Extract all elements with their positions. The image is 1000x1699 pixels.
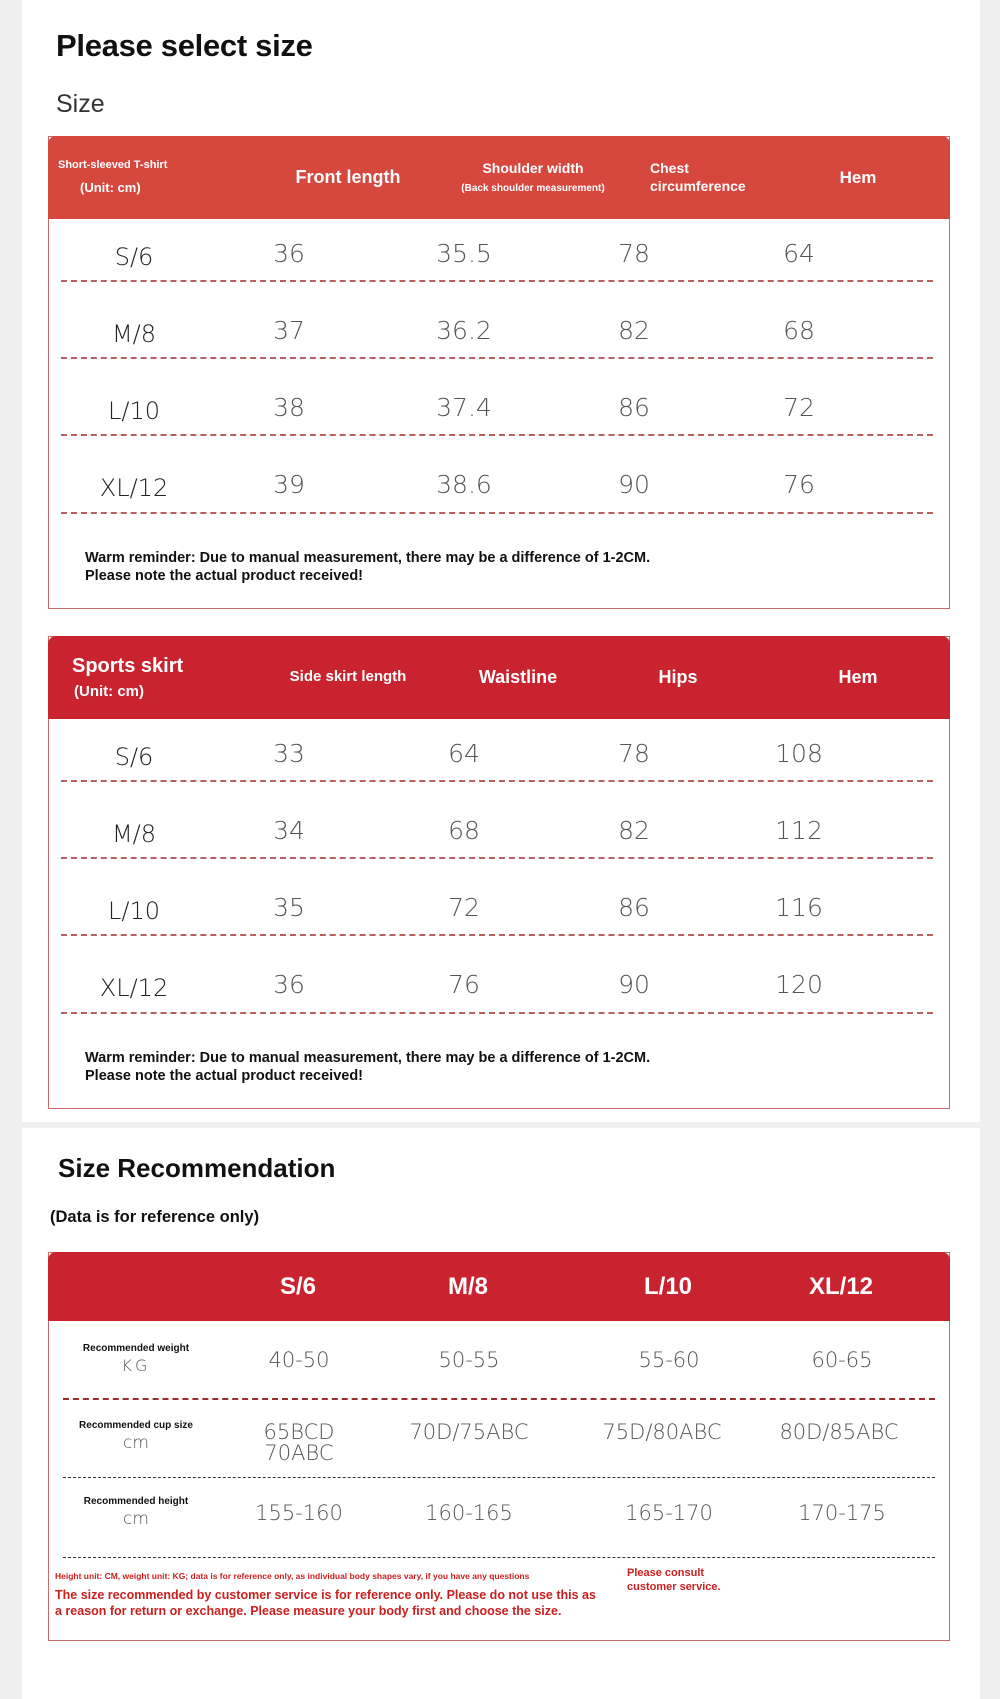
measurement-cell: 82 — [618, 816, 650, 845]
row-divider — [61, 780, 933, 782]
rec-value: 50-55 — [438, 1348, 500, 1372]
measurement-cell: 64 — [448, 739, 480, 768]
measurement-cell: 37 — [273, 316, 305, 345]
page-title: Please select size — [56, 28, 313, 63]
measurement-cell: 78 — [618, 239, 650, 268]
rec-value: 80D/85ABC — [779, 1420, 899, 1444]
measurement-cell: 116 — [775, 893, 823, 922]
measurement-cell: 68 — [783, 316, 815, 345]
size-chart-panel — [22, 0, 980, 1122]
col-header-shoulder-width: Shoulder width (Back shoulder measurement) — [461, 160, 605, 194]
size-cell: M/8 — [111, 819, 157, 848]
rec-size-header: XL/12 — [808, 1272, 874, 1300]
section-subtitle: Size — [56, 90, 105, 118]
measurement-cell: 33 — [273, 739, 305, 768]
rec-value: 60-65 — [811, 1348, 873, 1372]
fine-print-consult: Please consult customer service. — [627, 1567, 721, 1593]
rec-value: 70D/75ABC — [409, 1420, 529, 1444]
recommendation-title: Size Recommendation — [58, 1153, 336, 1183]
rec-value: 170-175 — [798, 1501, 886, 1525]
col-header-front-length: Front length — [295, 167, 401, 188]
row-divider — [61, 280, 933, 282]
row-divider — [63, 1557, 935, 1558]
fine-print-units: Height unit: CM, weight unit: KG; data is for reference only, as individual body shapes vary, if you have any questions — [55, 1571, 530, 1581]
measurement-cell: 37.4 — [436, 393, 492, 422]
rec-size-header: L/10 — [643, 1272, 693, 1300]
measurement-cell: 108 — [775, 739, 823, 768]
recommendation-table — [48, 1252, 950, 1641]
col-header-skirt-hem: Hem — [838, 667, 878, 688]
row-divider — [61, 512, 933, 514]
measurement-cell: 36 — [273, 239, 305, 268]
measurement-cell: 76 — [783, 470, 815, 499]
measurement-cell: 35 — [273, 893, 305, 922]
measurement-cell: 35.5 — [436, 239, 492, 268]
measurement-cell: 72 — [448, 893, 480, 922]
measurement-cell: 90 — [618, 970, 650, 999]
skirt-title-cell — [72, 636, 252, 719]
size-cell: XL/12 — [99, 473, 169, 502]
skirt-table-header — [48, 636, 950, 719]
rec-value: 155-160 — [255, 1501, 343, 1525]
row-divider — [61, 357, 933, 359]
rec-value: 75D/80ABC — [602, 1420, 722, 1444]
measurement-cell: 34 — [273, 816, 305, 845]
recommendation-table-header — [48, 1252, 950, 1321]
col-header-hem: Hem — [839, 167, 877, 187]
row-divider — [61, 1012, 933, 1014]
measurement-cell: 86 — [618, 893, 650, 922]
tshirt-table-header — [48, 136, 950, 219]
row-divider — [61, 857, 933, 859]
col-header-hips: Hips — [658, 667, 698, 688]
rec-row-label: Recommended weight KG — [82, 1343, 190, 1375]
measurement-cell: 112 — [775, 816, 823, 845]
skirt-size-table — [48, 636, 950, 1109]
measurement-cell: 38.6 — [436, 470, 492, 499]
rec-row-label: Recommended cup size cm — [79, 1420, 193, 1453]
rec-value: 40-50 — [268, 1348, 330, 1372]
col-header-waistline: Waistline — [478, 667, 558, 688]
size-cell: S/6 — [114, 242, 154, 271]
rec-value: 165-170 — [625, 1501, 713, 1525]
size-cell: XL/12 — [99, 973, 169, 1002]
size-cell: M/8 — [111, 319, 157, 348]
warm-reminder-note: Warm reminder: Due to manual measurement, there may be a difference of 1-2CM. Please note the actual product received! — [85, 550, 651, 584]
tshirt-title: Short-sleeved T-shirt — [58, 158, 168, 171]
measurement-cell: 39 — [273, 470, 305, 499]
skirt-unit: (Unit: cm) — [74, 682, 144, 700]
recommendation-subtitle: (Data is for reference only) — [50, 1208, 260, 1226]
tshirt-size-table — [48, 136, 950, 609]
rec-row-label: Recommended height cm — [83, 1496, 189, 1529]
row-divider — [63, 1477, 935, 1478]
measurement-cell: 76 — [448, 970, 480, 999]
measurement-cell: 78 — [618, 739, 650, 768]
measurement-cell: 86 — [618, 393, 650, 422]
measurement-cell: 120 — [775, 970, 823, 999]
size-cell: L/10 — [108, 396, 160, 425]
row-divider — [63, 1398, 935, 1400]
size-cell: L/10 — [108, 896, 160, 925]
col-header-chest: Chest circumference — [650, 160, 746, 194]
size-cell: S/6 — [114, 742, 154, 771]
measurement-cell: 68 — [448, 816, 480, 845]
col-header-side-skirt-length: Side skirt length — [289, 668, 407, 686]
tshirt-title-cell — [58, 136, 238, 219]
measurement-cell: 64 — [783, 239, 815, 268]
skirt-title: Sports skirt — [72, 654, 184, 677]
tshirt-unit: (Unit: cm) — [80, 180, 141, 196]
rec-size-header: S/6 — [279, 1272, 317, 1300]
measurement-cell: 72 — [783, 393, 815, 422]
size-recommendation-panel — [22, 1128, 980, 1699]
rec-value: 55-60 — [638, 1348, 700, 1372]
measurement-cell: 36 — [273, 970, 305, 999]
rec-value: 160-165 — [425, 1501, 513, 1525]
measurement-cell: 82 — [618, 316, 650, 345]
warm-reminder-note: Warm reminder: Due to manual measurement, there may be a difference of 1-2CM. Please note the actual product received! — [85, 1050, 651, 1084]
rec-size-header: M/8 — [447, 1272, 488, 1300]
fine-print-disclaimer: The size recommended by customer service is for reference only. Please do not use this as a reason for return or exchange. Please measure your body first and choose the size. — [55, 1588, 596, 1618]
measurement-cell: 38 — [273, 393, 305, 422]
rec-value: 65BCD 70ABC — [263, 1420, 335, 1465]
row-divider — [61, 434, 933, 436]
measurement-cell: 36.2 — [436, 316, 492, 345]
measurement-cell: 90 — [618, 470, 650, 499]
row-divider — [61, 934, 933, 936]
